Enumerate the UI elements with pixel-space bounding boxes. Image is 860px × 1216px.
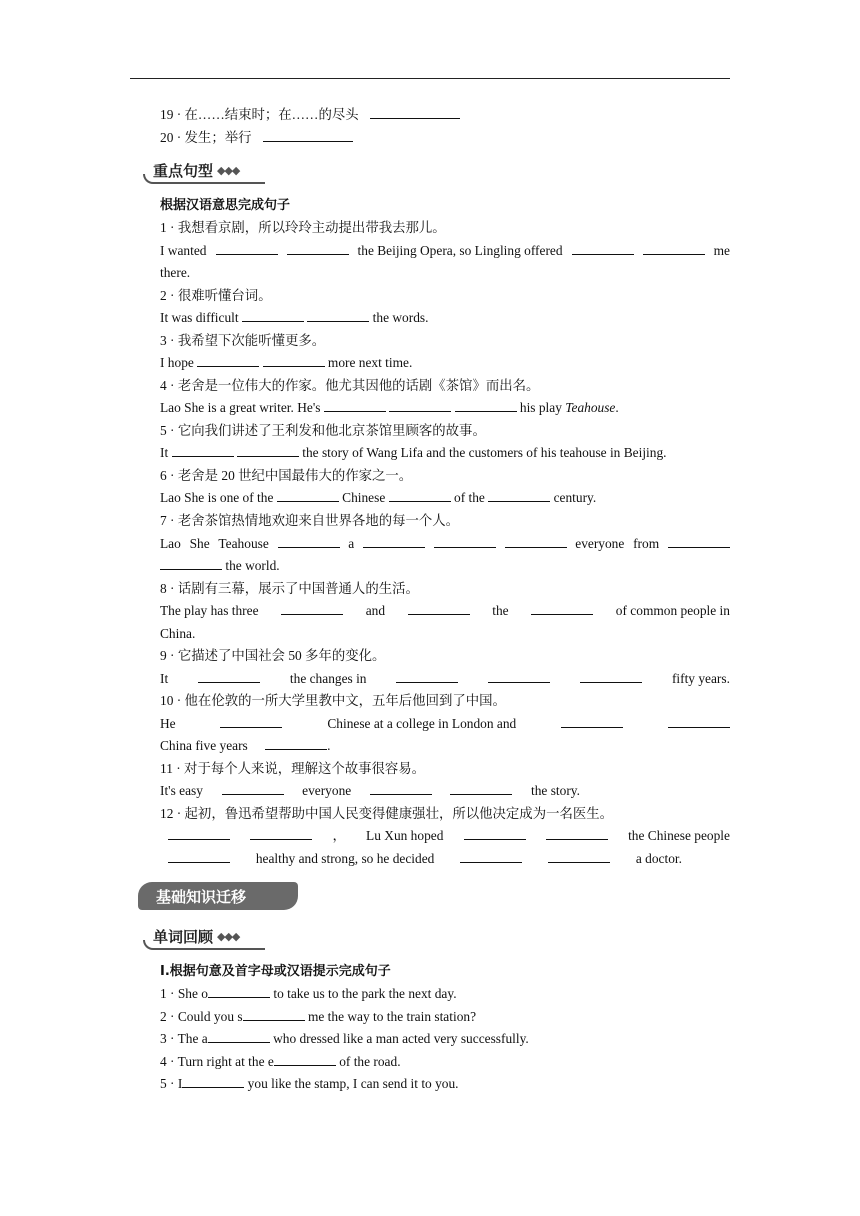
tag-swoosh: [143, 174, 265, 184]
text: of the: [454, 490, 485, 505]
sentence-1-zh: 1 · 我想看京剧，所以玲玲主动提出带我去那儿。: [160, 220, 446, 235]
answer-blank[interactable]: [546, 827, 608, 840]
text: I hope: [160, 355, 194, 370]
item-text: 发生；举行: [184, 130, 252, 145]
text: healthy and strong, so he decided: [255, 851, 435, 866]
text: 1 · She o: [160, 986, 208, 1001]
text: .: [327, 738, 331, 753]
section-tag-label: 重点句型: [153, 161, 214, 180]
answer-blank[interactable]: [450, 782, 512, 795]
sentence-9-zh: 9 · 它描述了中国社会 50 多年的变化。: [160, 648, 386, 663]
text: It's easy: [160, 783, 203, 798]
sentence-4-en: [160, 399, 730, 417]
answer-blank[interactable]: [242, 309, 304, 322]
header-rule: [130, 78, 730, 79]
sentence-12-zh: 12 · 起初，鲁迅希望帮助中国人民变得健康强壮，所以他决定成为一名医生。: [160, 806, 614, 821]
text: 3 · The a: [160, 1031, 208, 1046]
tag-swoosh: [143, 940, 265, 950]
sentence-4-zh: 4 · 老舍是一位伟大的作家。他尤其因他的话剧《茶馆》而出名。: [160, 378, 540, 393]
text: a: [348, 536, 355, 551]
sentence-11-en: [160, 782, 580, 800]
answer-blank[interactable]: [389, 489, 451, 502]
section-instruction: 根据汉语意思完成句子: [160, 198, 291, 213]
answer-blank[interactable]: [643, 242, 705, 255]
section-tag-key-sentences: [143, 159, 239, 181]
answer-blank[interactable]: [324, 399, 386, 412]
text: It: [160, 671, 169, 686]
answer-blank[interactable]: [216, 242, 278, 255]
text: Teahouse: [218, 536, 269, 551]
text: of common people in: [615, 603, 730, 618]
sentence-12-en-cont: [168, 850, 682, 868]
sentence-1-en: [160, 242, 730, 260]
text: the: [492, 603, 509, 618]
text: the Beijing Opera, so Lingling offered: [357, 243, 563, 258]
text: me: [713, 243, 730, 258]
text: the story of Wang Lifa and the customers of his teahouse in Beijing.: [302, 445, 667, 460]
answer-blank[interactable]: [363, 535, 425, 548]
text: China five years: [160, 738, 248, 753]
answer-blank[interactable]: [160, 557, 222, 570]
answer-blank[interactable]: [168, 827, 230, 840]
sentence-3-en: [160, 354, 730, 372]
item-text: 在……结束时；在……的尽头: [184, 107, 359, 122]
text: the changes in: [289, 671, 367, 686]
sentence-2-zh: 2 · 很难听懂台词。: [160, 288, 272, 303]
text: Lu Xun hoped: [366, 828, 444, 843]
answer-blank[interactable]: [561, 715, 623, 728]
text: ，: [332, 828, 346, 843]
text: Chinese: [342, 490, 386, 505]
answer-blank[interactable]: [208, 985, 270, 998]
answer-blank[interactable]: [287, 242, 349, 255]
text: more next time.: [327, 355, 413, 370]
text: everyone: [575, 536, 625, 551]
sentence-6-zh: 6 · 老舍是 20 世纪中国最伟大的作家之一。: [160, 468, 413, 483]
answer-blank[interactable]: [505, 535, 567, 548]
answer-blank[interactable]: [460, 850, 522, 863]
answer-blank[interactable]: [220, 715, 282, 728]
answer-blank[interactable]: [531, 602, 593, 615]
text: me the way to the train station?: [307, 1009, 477, 1024]
answer-blank[interactable]: [370, 782, 432, 795]
answer-blank[interactable]: [263, 354, 325, 367]
answer-blank[interactable]: [172, 444, 234, 457]
text: It was difficult: [160, 310, 239, 325]
text: the world.: [225, 558, 280, 573]
sentence-10-zh: 10 · 他在伦敦的一所大学里教中文，五年后他回到了中国。: [160, 693, 506, 708]
answer-blank[interactable]: [668, 715, 730, 728]
answer-blank[interactable]: [281, 602, 343, 615]
text: 4 · Turn right at the e: [160, 1054, 274, 1069]
sentence-1-en-cont: there.: [160, 265, 191, 280]
text: Lao She is a great writer. He's: [160, 400, 321, 415]
section-tag-word-review: [143, 925, 239, 947]
answer-blank[interactable]: [250, 827, 312, 840]
sentence-3-zh: 3 · 我希望下次能听懂更多。: [160, 333, 326, 348]
word-review-item-2: [160, 1008, 730, 1026]
text: century.: [553, 490, 597, 505]
text: his play: [519, 400, 562, 415]
text: a doctor.: [635, 851, 682, 866]
answer-blank[interactable]: [488, 489, 550, 502]
text: Lao She is one of the: [160, 490, 274, 505]
text: everyone: [302, 783, 352, 798]
sentence-7-zh: 7 · 老舍茶馆热情地欢迎来自世界各地的每一个人。: [160, 513, 460, 528]
sentence-7-en-cont: [160, 557, 730, 575]
answer-blank[interactable]: [548, 850, 610, 863]
text: She: [189, 536, 210, 551]
answer-blank[interactable]: [237, 444, 299, 457]
text: the words.: [372, 310, 429, 325]
answer-blank[interactable]: [208, 1030, 270, 1043]
text: Chinese at a college in London and: [327, 716, 517, 731]
answer-blank[interactable]: [455, 399, 517, 412]
sentence-10-en: [160, 715, 730, 733]
answer-blank[interactable]: [307, 309, 369, 322]
play-title: Teahouse: [565, 400, 616, 415]
section-tag-label: 单词回顾: [153, 927, 214, 946]
answer-blank[interactable]: [263, 129, 353, 142]
sentence-5-zh: 5 · 它向我们讲述了王利发和他北京茶馆里顾客的故事。: [160, 423, 486, 438]
word-review-instruction: Ⅰ.根据句意及首字母或汉语提示完成句子: [160, 964, 391, 979]
answer-blank[interactable]: [274, 1053, 336, 1066]
text: to take us to the park the next day.: [273, 986, 457, 1001]
sentence-5-en: [160, 444, 730, 462]
answer-blank[interactable]: [265, 737, 327, 750]
sentence-11-zh: 11 · 对于每个人来说，理解这个故事很容易。: [160, 761, 426, 776]
sentence-12-en: [168, 827, 730, 845]
text: of the road.: [339, 1054, 401, 1069]
text: the story.: [531, 783, 580, 798]
answer-blank[interactable]: [389, 399, 451, 412]
sentence-6-en: [160, 489, 730, 507]
answer-blank[interactable]: [408, 602, 470, 615]
answer-blank[interactable]: [488, 670, 550, 683]
sentence-8-en-cont: China.: [160, 626, 196, 641]
answer-blank[interactable]: [434, 535, 496, 548]
vocab-item-20: 20 · 发生；举行: [160, 129, 730, 147]
text: 2 · Could you s: [160, 1009, 243, 1024]
text: 5 · I: [160, 1076, 183, 1091]
answer-blank[interactable]: [277, 489, 339, 502]
item-number: 19: [160, 107, 174, 122]
item-number: 20: [160, 130, 174, 145]
text: fifty years.: [671, 671, 730, 686]
section-banner: 基础知识迁移: [138, 882, 298, 910]
text: .: [615, 400, 619, 415]
diamond-icon: ◆◆◆: [217, 930, 240, 943]
text: It: [160, 445, 169, 460]
answer-blank[interactable]: [668, 535, 730, 548]
diamond-icon: ◆◆◆: [217, 164, 240, 177]
answer-blank[interactable]: [168, 850, 230, 863]
sentence-9-en: [160, 670, 730, 688]
text: who dressed like a man acted very successfully.: [273, 1031, 529, 1046]
answer-blank[interactable]: [198, 670, 260, 683]
answer-blank[interactable]: [396, 670, 458, 683]
sentence-2-en: [160, 309, 730, 327]
sentence-8-zh: 8 · 话剧有三幕，展示了中国普通人的生活。: [160, 581, 419, 596]
text: He: [160, 716, 176, 731]
text: from: [633, 536, 660, 551]
sentence-7-en: [160, 535, 730, 553]
word-review-item-3: [160, 1030, 730, 1048]
answer-blank[interactable]: [222, 782, 284, 795]
answer-blank[interactable]: [197, 354, 259, 367]
answer-blank[interactable]: [370, 106, 460, 119]
answer-blank[interactable]: [243, 1008, 305, 1021]
answer-blank[interactable]: [182, 1075, 244, 1088]
sentence-10-en-cont: [160, 737, 730, 755]
answer-blank[interactable]: [572, 242, 634, 255]
answer-blank[interactable]: [278, 535, 340, 548]
text: The play has three: [160, 603, 259, 618]
text: I wanted: [160, 243, 207, 258]
text: and: [365, 603, 386, 618]
word-review-item-1: [160, 985, 730, 1003]
text: you like the stamp, I can send it to you.: [247, 1076, 459, 1091]
text: Lao: [160, 536, 181, 551]
answer-blank[interactable]: [580, 670, 642, 683]
word-review-item-5: [160, 1075, 730, 1093]
word-review-item-4: [160, 1053, 730, 1071]
answer-blank[interactable]: [464, 827, 526, 840]
sentence-8-en: [160, 602, 730, 620]
text: the Chinese people: [628, 828, 730, 843]
vocab-item-19: 19 · 在……结束时；在……的尽头: [160, 106, 730, 124]
